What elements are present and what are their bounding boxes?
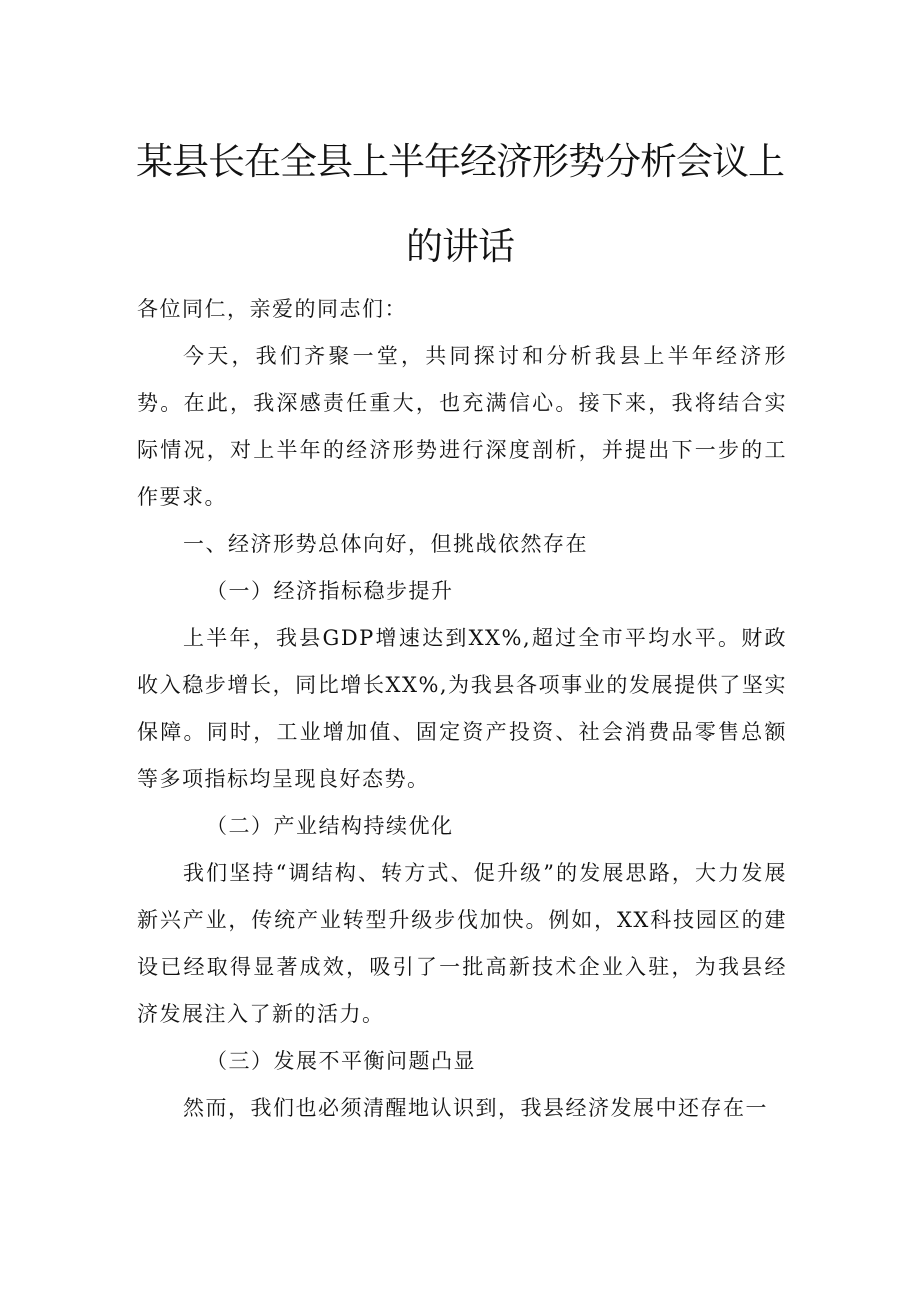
salutation: 各位同仁，亲爱的同志们：: [137, 297, 407, 321]
document-title-line1: 某县长在全县上半年经济形势分析会议上: [136, 140, 784, 183]
section-heading-1: 一、经济形势总体向好，但挑战依然存在: [183, 532, 588, 556]
subsection-heading-2: （二）产业结构持续优化: [206, 814, 454, 838]
intro-paragraph: 今天，我们齐聚一堂，共同探讨和分析我县上半年经济形势。在此，我深感责任重大，也充满信心。接下来，我将结合实际情况，对上半年的经济形势进行深度剖析，并提出下一步的工作要求。: [137, 344, 787, 509]
subsection-heading-3: （三）发展不平衡问题凸显: [206, 1049, 476, 1073]
subsection-paragraph-3: 然而，我们也必须清醒地认识到，我县经济发展中还存在一: [183, 1096, 768, 1120]
document-title-line2: 的讲话: [406, 225, 514, 268]
subsection-paragraph-2: 我们坚持“调结构、转方式、促升级”的发展思路，大力发展新兴产业，传统产业转型升级步伐加快。例如，XX科技园区的建设已经取得显著成效，吸引了一批高新技术企业入驻，为我县经济发展注入了新的活力。: [137, 861, 787, 1026]
subsection-heading-1: （一）经济指标稳步提升: [206, 579, 454, 603]
subsection-paragraph-1: 上半年，我县GDP增速达到XX%,超过全市平均水平。财政收入稳步增长，同比增长XX%,为我县各项事业的发展提供了坚实保障。同时，工业增加值、固定资产投资、社会消费品零售总额等多项指标均呈现良好态势。: [137, 626, 787, 791]
